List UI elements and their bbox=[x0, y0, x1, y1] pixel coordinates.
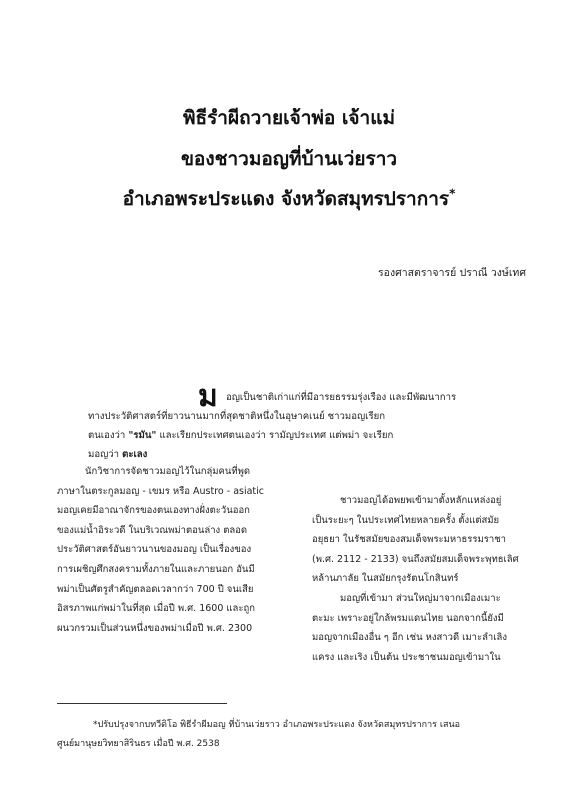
right-paragraph-line: (พ.ศ. 2112 - 2133) จนถึงสมัยสมเด็จพระพุทธเลิศ bbox=[312, 553, 519, 565]
right-paragraph-line: ตะมะ เพราะอยู่ใกล้พรมแดนไทย นอกจากนี้ยังมี bbox=[312, 612, 504, 624]
right-paragraph-line: มอญจากเมืองอื่น ๆ อีก เช่น หงสาวดี เมาะลำเลิง bbox=[312, 632, 507, 644]
term-raman: "รมัน" bbox=[128, 430, 157, 441]
right-paragraph-line: มอญที่เข้ามา ส่วนใหญ่มาจากเมืองเมาะ bbox=[340, 593, 501, 604]
footnote-rule bbox=[57, 703, 227, 704]
abstract-line-2: ทางประวัติศาสตร์ที่ยาวนานมากที่สุดชาติหนึ่งในอุษาคเนย์ ชาวมอญเรียก bbox=[88, 411, 386, 422]
title-line-1: พิธีรำผีถวายเจ้าพ่อ เจ้าแม่ bbox=[182, 107, 395, 129]
right-paragraph-line: อยุธยา ในรัชสมัยของสมเด็จพระมหาธรรมราชา bbox=[312, 534, 506, 546]
footnote-line-2: ศูนย์มานุษยวิทยาสิรินธร เมื่อปี พ.ศ. 2538 bbox=[57, 739, 220, 749]
left-paragraph-line: ประวัติศาสตร์อันยาวนานของมอญ เป็นเรื่องของ bbox=[57, 544, 252, 556]
left-paragraph-line: มอญเคยมีอาณาจักรของตนเองทางฝั่งตะวันออก bbox=[57, 505, 250, 517]
author-name: รองศาสตราจารย์ ปราณี วงษ์เทศ bbox=[378, 267, 526, 279]
right-paragraph-line: เป็นระยะๆ ในประเทศไทยหลายครั้ง ตั้งแต่สมัย bbox=[312, 514, 500, 526]
term-taleng: ตะเลง bbox=[122, 449, 148, 460]
footnote-marker: * bbox=[449, 186, 456, 201]
abstract-line-3 bbox=[88, 426, 393, 445]
footnote-line-1: *ปรับปรุงจากบทวีดิโอ พิธีรำผีมอญ ที่บ้านเว่ยราว อำเภอพระประแดง จังหวัดสมุทรปราการ เสนอ bbox=[93, 720, 461, 730]
abstract-line-3-post: และเรียกประเทศตนเองว่า รามัญประเทศ แต่พม่า จะเรียก bbox=[156, 430, 394, 441]
abstract-line-3-pre: ตนเองว่า bbox=[88, 430, 129, 441]
right-paragraph-line: แครง และเริง เป็นต้น ประชาชนมอญเข้ามาใน bbox=[312, 651, 501, 663]
left-paragraph-line: ของแม่น้ำอิระวดี ในบริเวณพม่าตอนล่าง ตลอด bbox=[57, 524, 248, 536]
left-paragraph-line: พม่าเป็นศัตรูสำคัญตลอดเวลากว่า 700 ปี จนเสีย bbox=[57, 583, 254, 595]
abstract-drop-cap: ม bbox=[198, 379, 218, 414]
title-line-2: ของชาวมอญที่บ้านเว่ยราว bbox=[180, 148, 398, 170]
left-paragraph-line: ภาษาในตระกูลมอญ - เขมร หรือ Austro - asiatic bbox=[57, 485, 265, 497]
left-paragraph-line: อิสรภาพแก่พม่าในที่สุด เมื่อปี พ.ศ. 1600 และถูก bbox=[57, 603, 255, 615]
right-paragraph-line: หล้านภาลัย ในสมัยกรุงรัตนโกสินทร์ bbox=[312, 573, 459, 585]
title-line-3 bbox=[60, 184, 518, 214]
left-paragraph-line: ผนวกรวมเป็นส่วนหนึ่งของพม่าเมื่อปี พ.ศ. 2300 bbox=[57, 622, 253, 634]
abstract-line-1: อญเป็นชาติเก่าแก่ที่มีอารยธรรมรุ่งเรือง และมีพัฒนาการ bbox=[226, 392, 457, 403]
abstract-line-4-pre: มอญว่า bbox=[88, 449, 123, 460]
title-line-3-text: อำเภอพระประแดง จังหวัดสมุทรปราการ bbox=[122, 188, 450, 210]
left-paragraph-line: นักวิชาการจัดชาวมอญไว้ในกลุ่มคนที่พูด bbox=[85, 466, 251, 477]
right-paragraph-line: ชาวมอญได้อพยพเข้ามาตั้งหลักแหล่งอยู่ bbox=[340, 495, 502, 506]
left-paragraph-line: การเผชิญศึกสงครามทั้งภายในและภายนอก อันมี bbox=[57, 564, 255, 575]
